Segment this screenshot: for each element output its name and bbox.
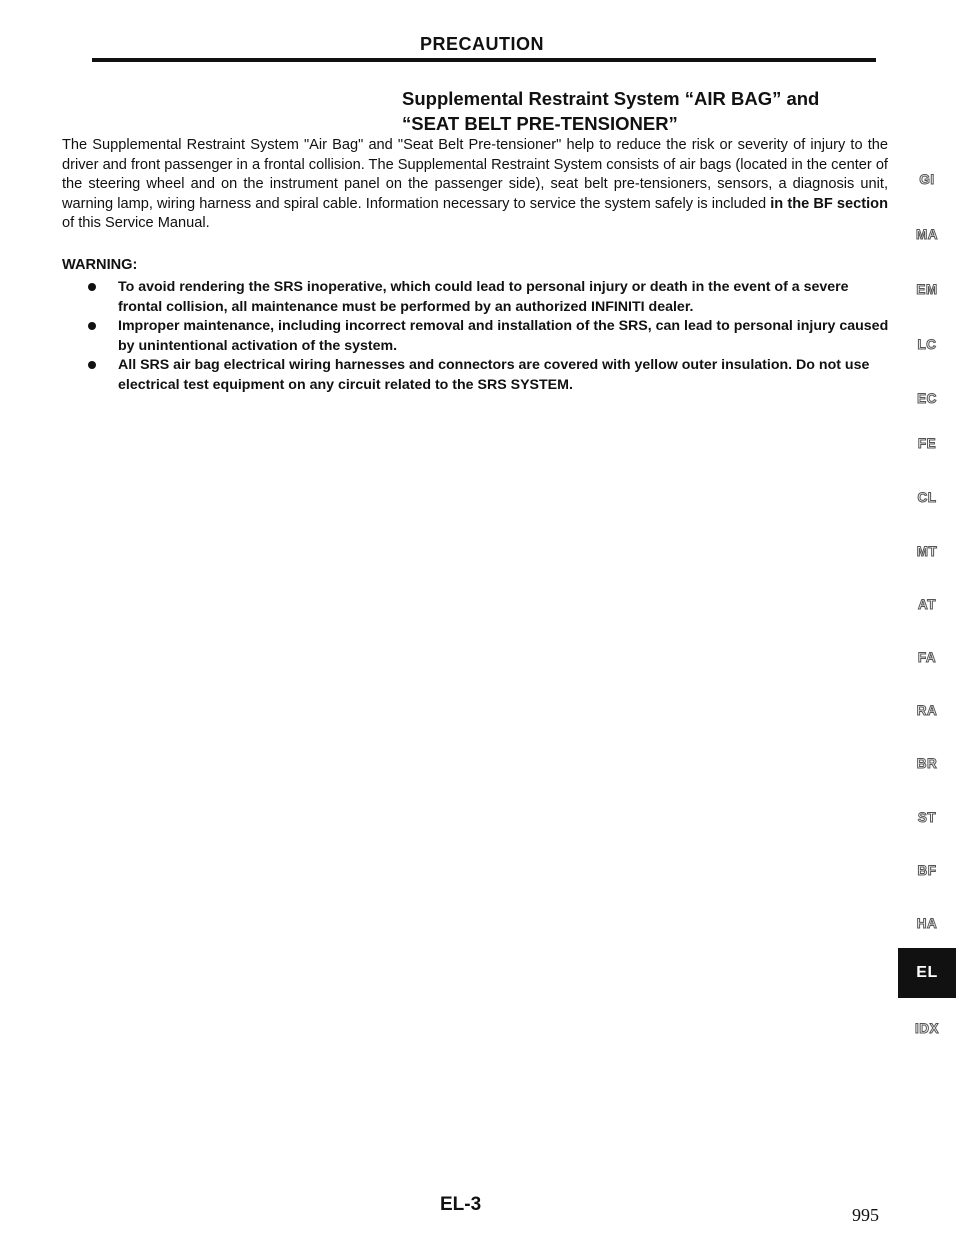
warning-item <box>62 356 892 395</box>
page-number: 995 <box>852 1205 879 1225</box>
section-tab-ha[interactable]: HA <box>916 916 938 931</box>
warning-item-text: All SRS air bag electrical wiring harnesses and connectors are covered with yellow outer insulation. Do not use electrical test equipment on any circuit related to the SRS SYSTEM. <box>118 357 870 393</box>
section-tab-mt[interactable]: MT <box>916 544 938 559</box>
intro-text-bold: in the BF section <box>770 195 888 212</box>
section-tab-at[interactable]: AT <box>918 597 936 612</box>
warning-item-text: Improper maintenance, including incorrect removal and installation of the SRS, can lead to personal injury caused by unintentional activation of the system. <box>118 318 889 354</box>
section-tab-br[interactable]: BR <box>916 756 938 771</box>
warning-item <box>62 317 892 356</box>
section-tab-idx[interactable]: IDX <box>914 1021 939 1036</box>
intro-text-end: of this Service Manual. <box>62 215 210 231</box>
section-tab-bf[interactable]: BF <box>917 863 937 878</box>
header-rule <box>92 58 876 62</box>
section-tab-fe[interactable]: FE <box>917 436 937 451</box>
section-title-line-2: “SEAT BELT PRE-TENSIONER” <box>402 113 678 134</box>
warning-list <box>62 278 892 395</box>
section-tab-fa[interactable]: FA <box>917 650 937 665</box>
section-title-line-1: Supplemental Restraint System “AIR BAG” and <box>402 88 820 109</box>
section-tab-cl[interactable]: CL <box>917 490 937 505</box>
intro-paragraph <box>62 136 888 234</box>
bullet-icon <box>88 361 96 369</box>
warning-item-text: To avoid rendering the SRS inoperative, which could lead to personal injury or death in the event of a severe frontal collision, all maintenance must be performed by an authorized INFINITI dealer. <box>118 279 849 315</box>
section-tab-ec[interactable]: EC <box>917 391 937 406</box>
section-tab-ma[interactable]: MA <box>916 227 938 242</box>
bullet-icon <box>88 283 96 291</box>
bullet-icon <box>88 322 96 330</box>
page-header-title: PRECAUTION <box>420 34 545 54</box>
intro-text-start: The Supplemental Restraint System "Air Bag" and "Seat Belt Pre-tensioner" help to reduce the risk or severity of injury to the driver and front passenger in a frontal collision. The Supplemental Restraint System consists of air bags (located in the center of the steering wheel and on the instrument panel on the passenger side), seat belt pre-tensioners, sensors, a diagnosis unit, warning lamp, wiring harness and spiral cable. Information necessary to service the system safely is included <box>62 137 888 212</box>
section-tab-ra[interactable]: RA <box>916 703 938 718</box>
section-tab-st[interactable]: ST <box>917 810 937 825</box>
section-tab-el[interactable]: EL <box>898 948 956 998</box>
warning-item <box>62 278 892 317</box>
section-tab-gi[interactable]: GI <box>919 172 935 187</box>
section-tab-lc[interactable]: LC <box>917 337 937 352</box>
section-tab-em[interactable]: EM <box>916 282 938 297</box>
warning-label: WARNING: <box>62 257 138 273</box>
section-title <box>402 86 882 136</box>
footer-section-code: EL-3 <box>440 1194 482 1215</box>
